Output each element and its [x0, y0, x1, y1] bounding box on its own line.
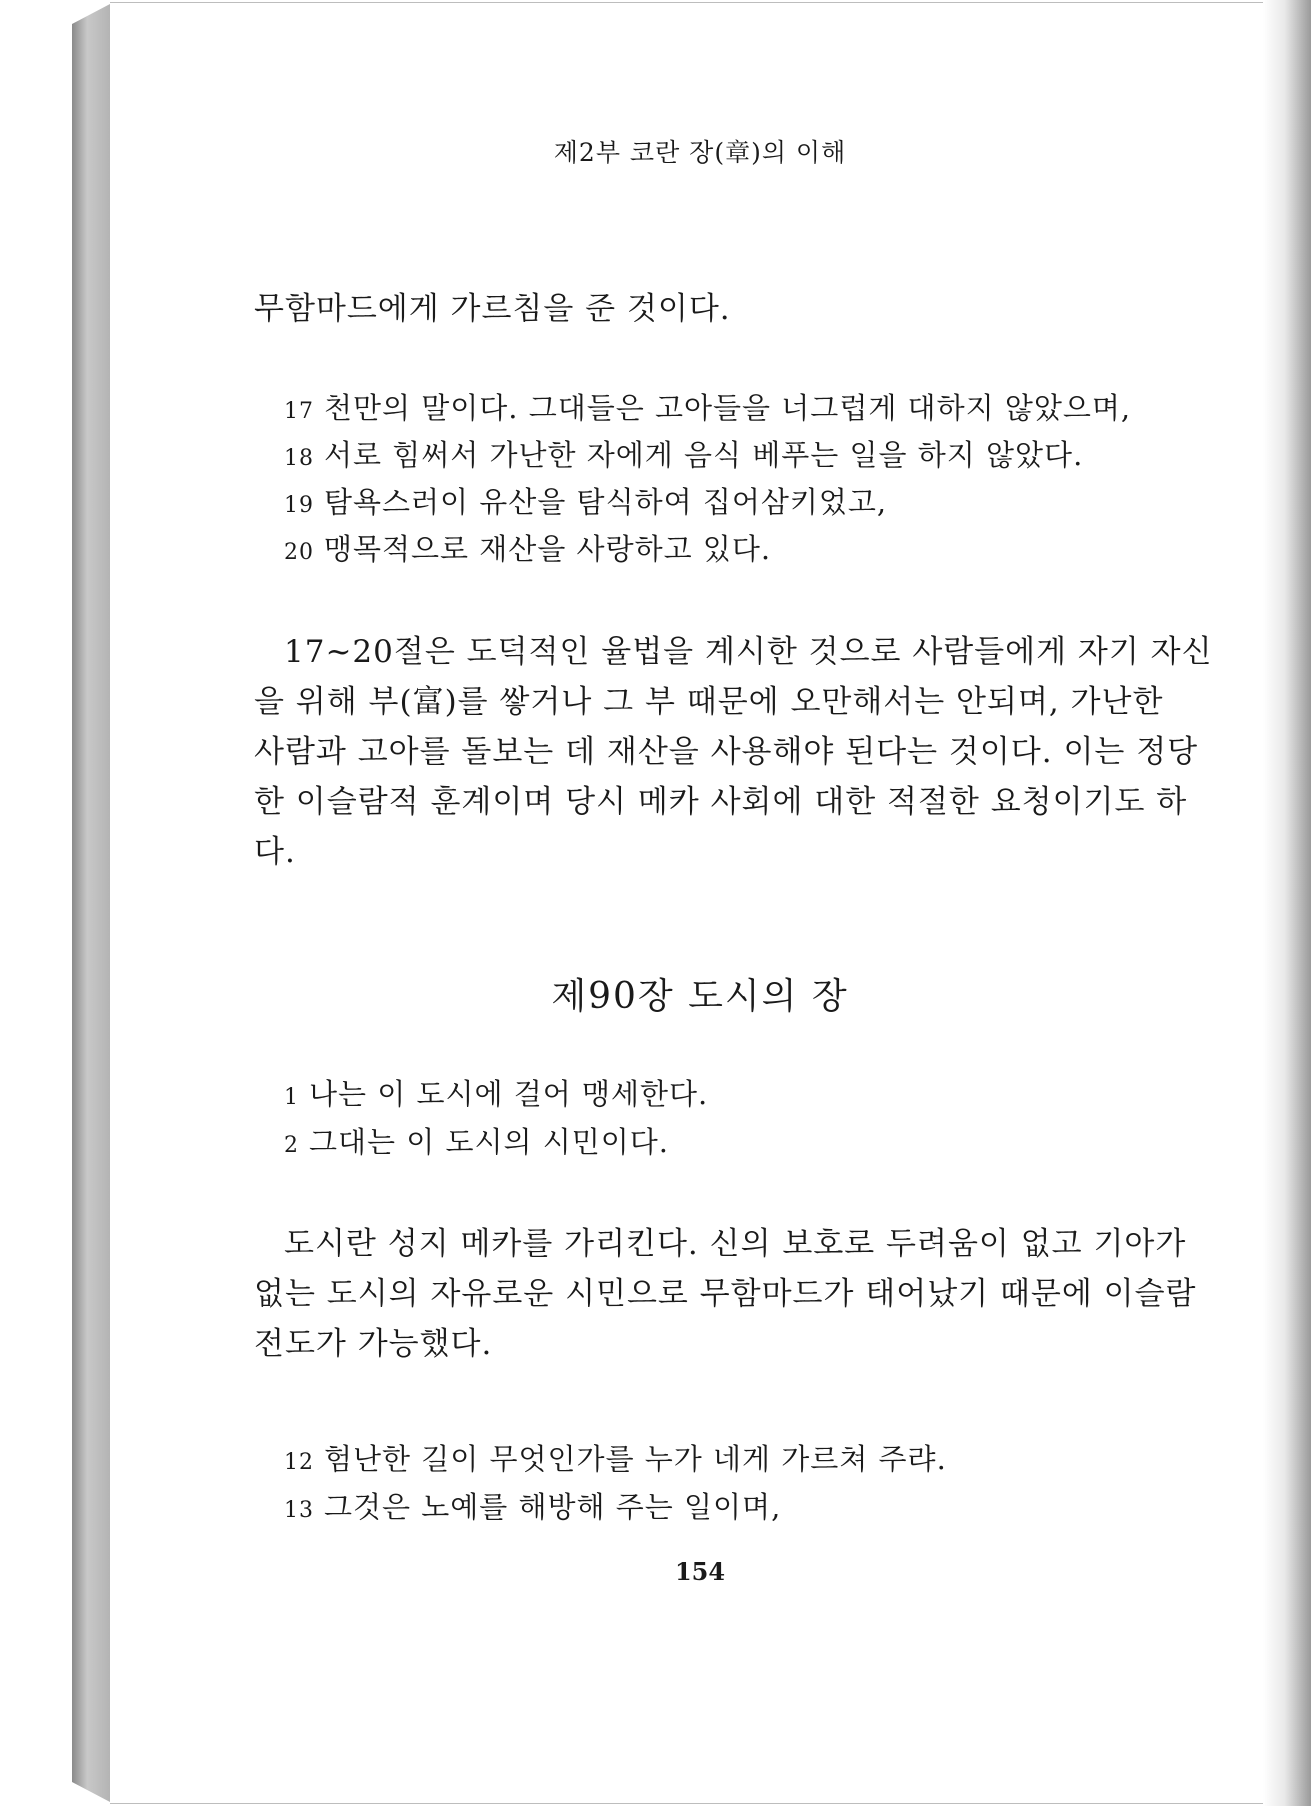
verse-text: 그대는 이 도시의 시민이다. [309, 1125, 670, 1159]
verse-line [284, 480, 887, 521]
verse-number: 18 [284, 446, 314, 471]
verse-text: 서로 힘써서 가난한 자에게 음식 베푸는 일을 하지 않았다. [324, 438, 1084, 472]
verse-line [284, 1072, 708, 1113]
verse-number: 20 [284, 540, 314, 565]
verse-number: 13 [284, 1498, 314, 1523]
verse-text: 맹목적으로 재산을 사랑하고 있다. [324, 532, 772, 566]
commentary-line: 다. [254, 834, 296, 870]
verse-number: 1 [284, 1085, 299, 1110]
commentary-line: 한 이슬람적 훈계이며 당시 메카 사회에 대한 적절한 요청이기도 하 [254, 784, 1188, 820]
verse-line [284, 386, 1131, 427]
verse-text: 천만의 말이다. 그대들은 고아들을 너그럽게 대하지 않았으며, [324, 391, 1132, 425]
chapter-title: 제90장 도시의 장 [551, 976, 849, 1017]
verse-number: 12 [284, 1450, 314, 1475]
commentary-line: 사람과 고아를 돌보는 데 재산을 사용해야 된다는 것이다. 이는 정당 [254, 734, 1199, 770]
running-head: 제2부 코란 장(章)의 이해 [553, 138, 847, 167]
commentary-line: 전도가 가능했다. [254, 1326, 493, 1362]
commentary-line: 을 위해 부(富)를 쌓거나 그 부 때문에 오만해서는 안되며, 가난한 [254, 684, 1164, 720]
commentary-line: 도시란 성지 메카를 가리킨다. 신의 보호로 두려움이 없고 기아가 [284, 1226, 1187, 1262]
page-number: 154 [674, 1557, 726, 1586]
commentary-line: 17~20절은 도덕적인 율법을 계시한 것으로 사람들에게 자기 자신 [284, 634, 1213, 670]
opening-line: 무함마드에게 가르침을 준 것이다. [254, 291, 731, 327]
verse-number: 19 [284, 493, 314, 518]
verse-text: 그것은 노예를 해방해 주는 일이며, [324, 1490, 782, 1524]
verse-text: 나는 이 도시에 걸어 맹세한다. [309, 1077, 709, 1111]
commentary-line: 없는 도시의 자유로운 시민으로 무함마드가 태어났기 때문에 이슬람 [254, 1276, 1197, 1312]
verse-number: 2 [284, 1133, 299, 1158]
verse-text: 탐욕스러이 유산을 탐식하여 집어삼키었고, [324, 485, 888, 519]
verse-text: 험난한 길이 무엇인가를 누가 네게 가르쳐 주랴. [324, 1442, 947, 1476]
verse-line [284, 527, 771, 568]
page-edge-shadow [1263, 0, 1311, 1806]
verse-line [284, 1120, 669, 1161]
verse-number: 17 [284, 399, 314, 424]
book-page [110, 2, 1290, 1804]
verse-line [284, 1485, 781, 1526]
book-spine [72, 4, 110, 1802]
verse-line [284, 1437, 947, 1478]
verse-line [284, 433, 1083, 474]
